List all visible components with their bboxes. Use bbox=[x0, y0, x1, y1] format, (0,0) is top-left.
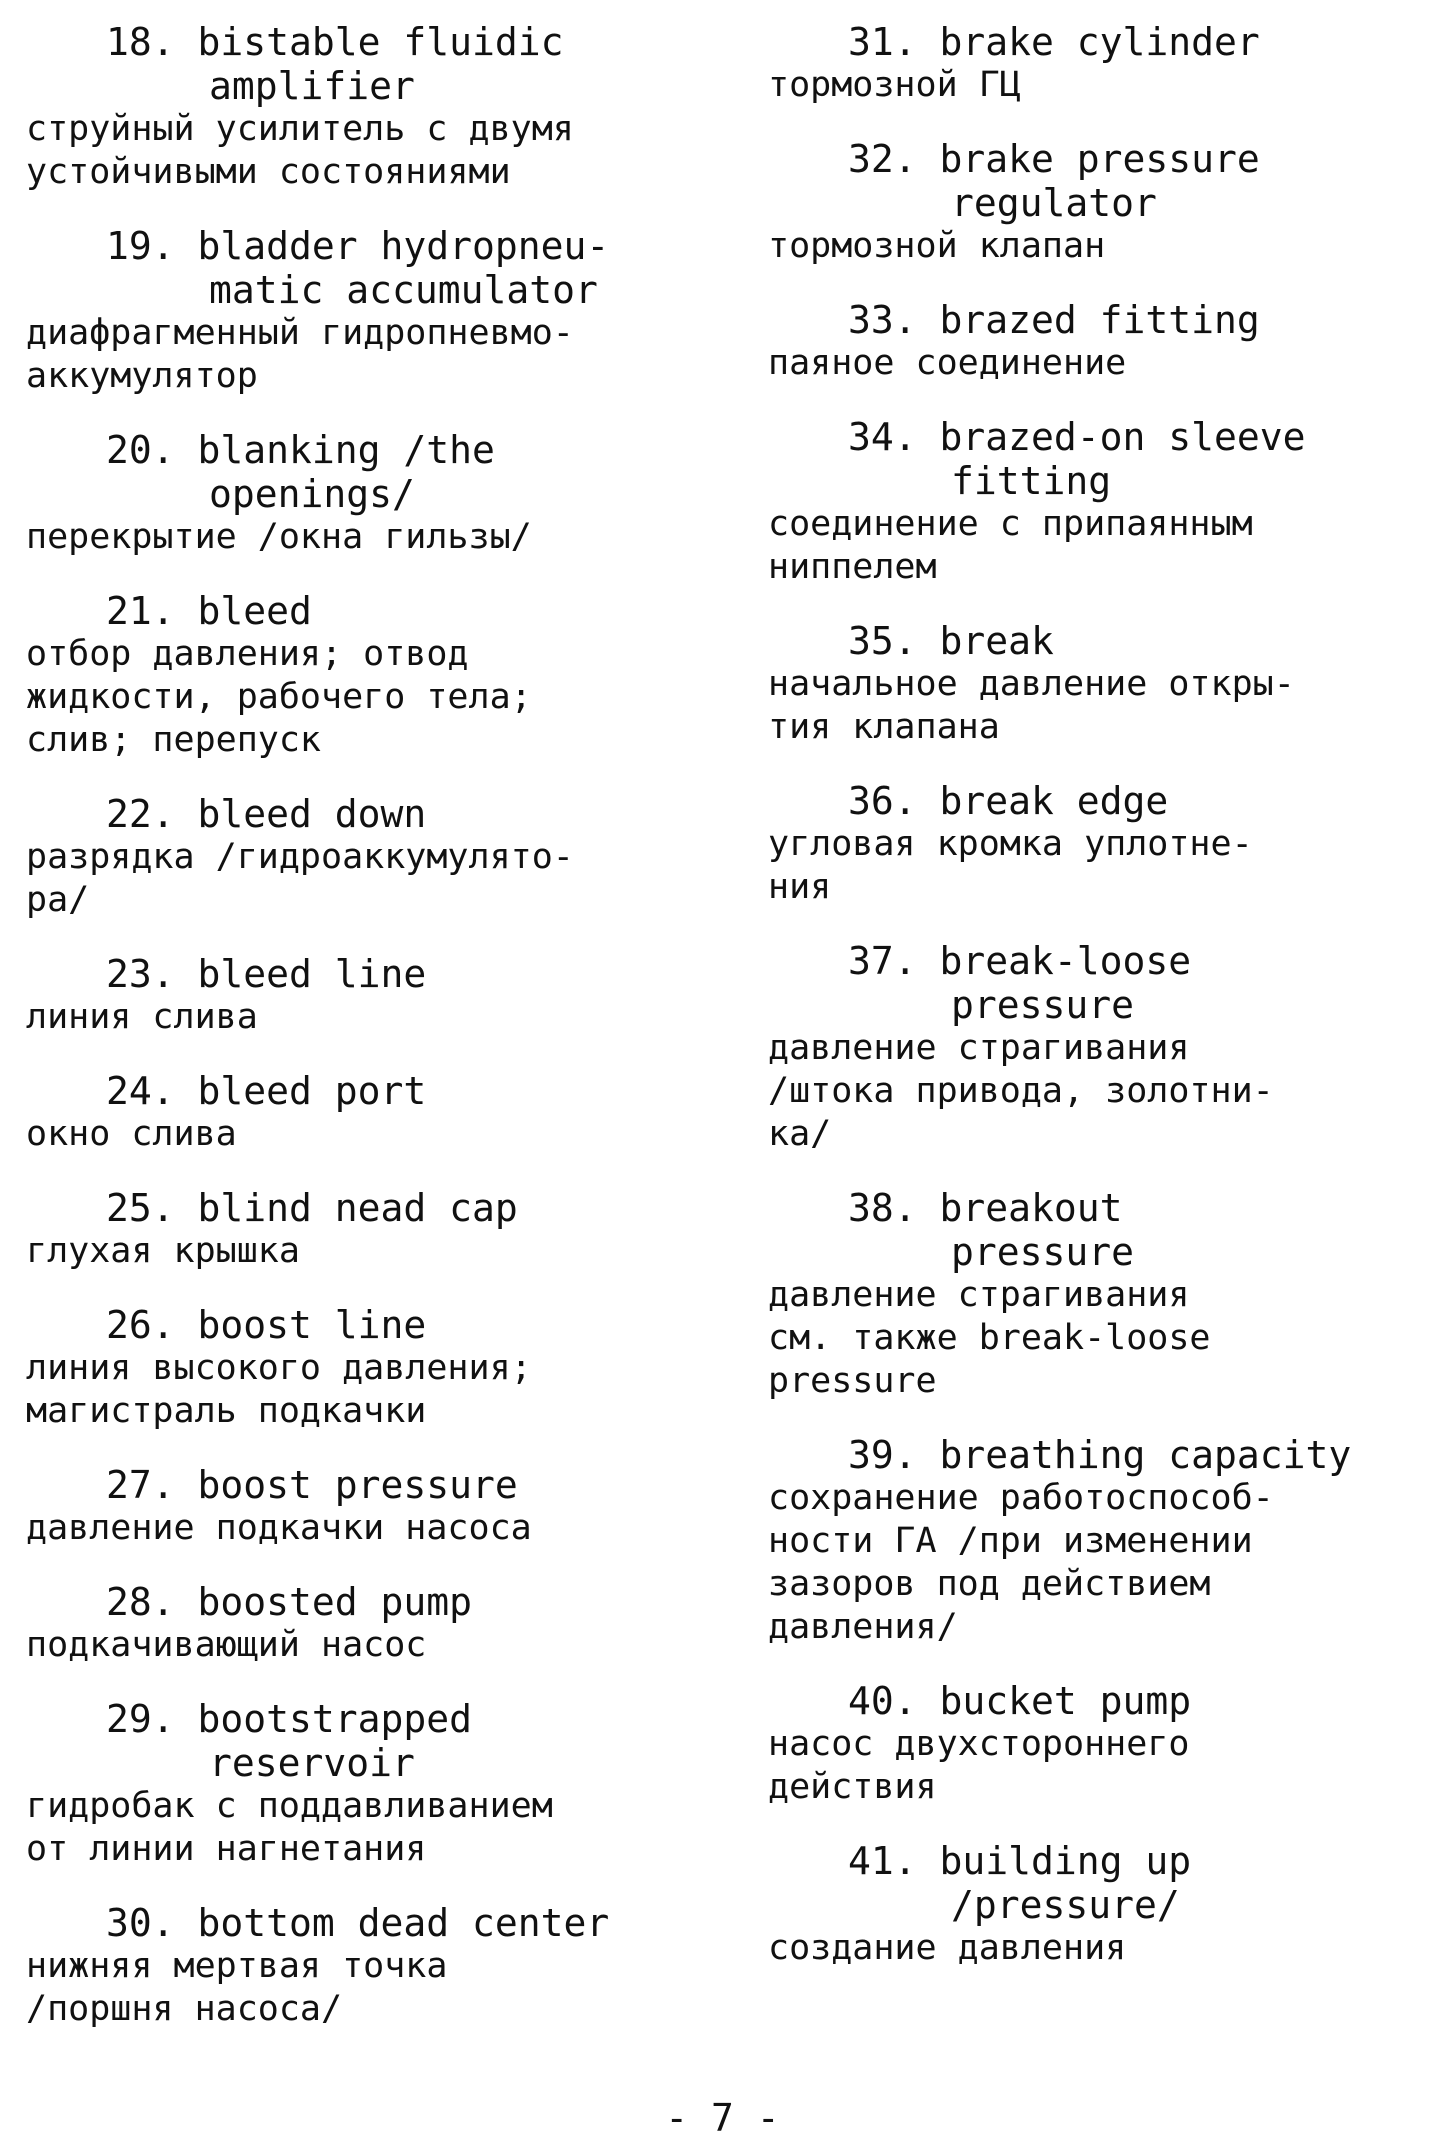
entry-term-continuation: /pressure/ bbox=[951, 1883, 1180, 1927]
entry-term-text: 19. bladder hydropneu- bbox=[106, 224, 610, 268]
entry-term-continuation: pressure bbox=[951, 1230, 1135, 1274]
entry-term-text: 20. blanking /the bbox=[106, 428, 495, 472]
entry-translation: диафрагменный гидропневмо- аккумулятор bbox=[26, 313, 574, 396]
entry-term bbox=[768, 1186, 1438, 1274]
glossary-entry bbox=[768, 1839, 1438, 1970]
entry-term-text: 33. brazed fitting bbox=[848, 298, 1260, 342]
entry-translation: давление страгивания /штока привода, золотни- ка/ bbox=[768, 1028, 1274, 1154]
entry-translation: угловая кромка уплотне- ния bbox=[768, 824, 1253, 907]
entry-term-continuation: amplifier bbox=[209, 64, 415, 108]
entry-term bbox=[26, 428, 726, 516]
entry-translation: начальное давление откры- тия клапана bbox=[768, 664, 1295, 747]
entry-term bbox=[26, 792, 726, 836]
entry-term-text: 23. bleed line bbox=[106, 952, 427, 996]
entry-term bbox=[768, 779, 1438, 823]
glossary-entry bbox=[768, 20, 1438, 107]
glossary-entry bbox=[26, 952, 726, 1039]
entry-term-text: 27. boost pressure bbox=[106, 1463, 518, 1507]
entry-term bbox=[26, 1697, 726, 1785]
right-column bbox=[768, 20, 1438, 2000]
entry-term-text: 38. breakout bbox=[848, 1186, 1123, 1230]
glossary-entry bbox=[26, 224, 726, 398]
entry-term bbox=[26, 1580, 726, 1624]
entry-term-text: 36. break edge bbox=[848, 779, 1169, 823]
entry-term bbox=[26, 1069, 726, 1113]
entry-term bbox=[768, 298, 1438, 342]
entry-term-text: 18. bistable fluidic bbox=[106, 20, 564, 64]
entry-term-text: 29. bootstrapped bbox=[106, 1697, 473, 1741]
entry-translation: подкачивающий насос bbox=[26, 1625, 427, 1665]
entry-term bbox=[26, 1901, 726, 1945]
entry-translation: давление подкачки насоса bbox=[26, 1508, 532, 1548]
entry-translation: тормозной ГЦ bbox=[768, 65, 1021, 105]
entry-term-text: 31. brake cylinder bbox=[848, 20, 1260, 64]
entry-term bbox=[26, 1303, 726, 1347]
entry-term bbox=[768, 939, 1438, 1027]
entry-term bbox=[26, 589, 726, 633]
entry-translation: струйный усилитель с двумя устойчивыми состояниями bbox=[26, 109, 574, 192]
entry-translation: создание давления bbox=[768, 1928, 1127, 1968]
entry-term-continuation: matic accumulator bbox=[209, 268, 598, 312]
entry-term-text: 35. break bbox=[848, 619, 1054, 663]
entry-term-text: 24. bleed port bbox=[106, 1069, 427, 1113]
entry-term-continuation: regulator bbox=[951, 181, 1157, 225]
glossary-entry bbox=[768, 1679, 1438, 1809]
glossary-entry bbox=[768, 1186, 1438, 1403]
entry-translation: сохранение работоспособ- ности ГА /при изменении зазоров под действием давления/ bbox=[768, 1478, 1274, 1647]
entry-translation: линия слива bbox=[26, 997, 258, 1037]
entry-term bbox=[768, 1433, 1438, 1477]
entry-translation: тормозной клапан bbox=[768, 226, 1106, 266]
entry-term bbox=[768, 137, 1438, 225]
entry-translation: соединение с припаянным ниппелем bbox=[768, 504, 1253, 587]
entry-term-text: 40. bucket pump bbox=[848, 1679, 1192, 1723]
entry-term bbox=[768, 619, 1438, 663]
glossary-entry bbox=[26, 1069, 726, 1156]
entry-term bbox=[768, 1679, 1438, 1723]
entry-translation: перекрытие /окна гильзы/ bbox=[26, 517, 532, 557]
entry-term-continuation: pressure bbox=[951, 983, 1135, 1027]
entry-translation: паяное соединение bbox=[768, 343, 1127, 383]
glossary-entry bbox=[26, 1901, 726, 2031]
entry-translation: линия высокого давления; магистраль подкачки bbox=[26, 1348, 532, 1431]
glossary-entry bbox=[26, 1580, 726, 1667]
entry-term-text: 39. breathing capacity bbox=[848, 1433, 1352, 1477]
glossary-entry bbox=[26, 589, 726, 762]
entry-term-text: 32. brake pressure bbox=[848, 137, 1260, 181]
entry-translation: разрядка /гидроаккумулято- ра/ bbox=[26, 837, 574, 920]
page-number: - 7 - bbox=[665, 2096, 780, 2140]
glossary-entry bbox=[26, 792, 726, 922]
glossary-entry bbox=[768, 415, 1438, 589]
entry-term bbox=[26, 952, 726, 996]
entry-term-text: 21. bleed bbox=[106, 589, 312, 633]
entry-translation: гидробак с поддавливанием от линии нагнетания bbox=[26, 1786, 553, 1869]
entry-translation: нижняя мертвая точка /поршня насоса/ bbox=[26, 1946, 448, 2029]
glossary-entry bbox=[26, 1463, 726, 1550]
entry-term bbox=[26, 20, 726, 108]
glossary-entry bbox=[26, 1186, 726, 1273]
entry-translation: насос двухстороннего действия bbox=[768, 1724, 1190, 1807]
entry-term bbox=[26, 1186, 726, 1230]
entry-term-text: 34. brazed-on sleeve bbox=[848, 415, 1306, 459]
glossary-entry bbox=[26, 1303, 726, 1433]
entry-translation: давление страгивания см. также break-loose pressure bbox=[768, 1275, 1211, 1401]
entry-term-text: 22. bleed down bbox=[106, 792, 427, 836]
entry-term-text: 30. bottom dead center bbox=[106, 1901, 610, 1945]
entry-translation: окно слива bbox=[26, 1114, 237, 1154]
entry-translation: отбор давления; отвод жидкости, рабочего тела; слив; перепуск bbox=[26, 634, 532, 760]
glossary-entry bbox=[768, 298, 1438, 385]
glossary-entry bbox=[768, 1433, 1438, 1649]
entry-term-continuation: fitting bbox=[951, 459, 1112, 503]
entry-term bbox=[768, 415, 1438, 503]
entry-term-text: 28. boosted pump bbox=[106, 1580, 473, 1624]
entry-term-text: 26. boost line bbox=[106, 1303, 427, 1347]
entry-term-text: 41. building up bbox=[848, 1839, 1192, 1883]
glossary-entry bbox=[26, 1697, 726, 1871]
glossary-entry bbox=[768, 137, 1438, 268]
glossary-entry bbox=[768, 779, 1438, 909]
entry-translation: глухая крышка bbox=[26, 1231, 300, 1271]
glossary-entry bbox=[26, 20, 726, 194]
entry-term-continuation: reservoir bbox=[209, 1741, 415, 1785]
entry-term-text: 25. blind nead cap bbox=[106, 1186, 518, 1230]
glossary-entry bbox=[768, 939, 1438, 1156]
entry-term bbox=[768, 1839, 1438, 1927]
left-column bbox=[26, 20, 726, 2061]
glossary-entry bbox=[26, 428, 726, 559]
entry-term bbox=[26, 1463, 726, 1507]
entry-term bbox=[26, 224, 726, 312]
glossary-entry bbox=[768, 619, 1438, 749]
entry-term-text: 37. break-loose bbox=[848, 939, 1192, 983]
entry-term bbox=[768, 20, 1438, 64]
entry-term-continuation: openings/ bbox=[209, 472, 415, 516]
